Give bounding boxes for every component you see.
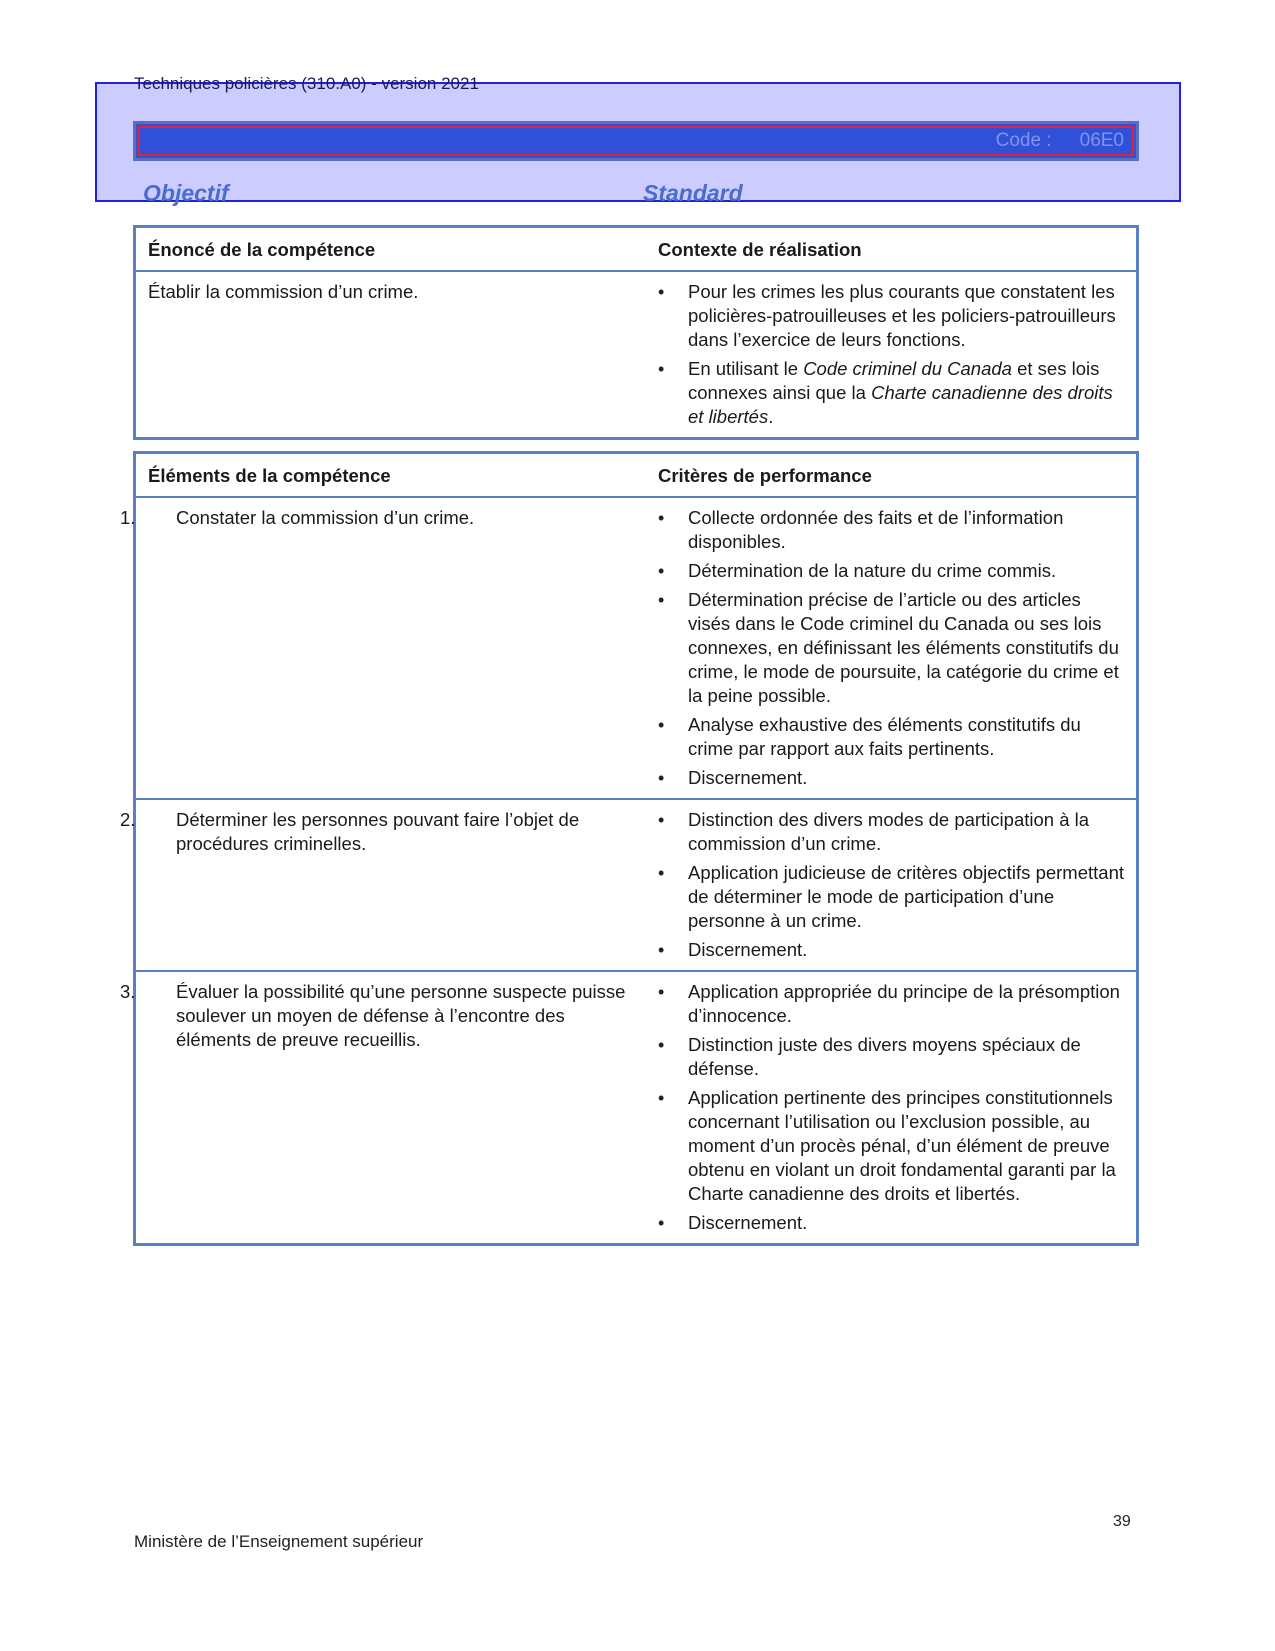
list-item: • Application appropriée du principe de la présomption d’innocence.	[658, 980, 1126, 1028]
criteres-header: Critères de performance	[658, 465, 872, 486]
list-item: • Détermination précise de l’article ou des articles visés dans le Code criminel du Canada ou ses lois connexes, en définissant les éléments constitutifs du crime, le mode de poursuite, la catégorie du crime et la peine possible.	[658, 588, 1126, 708]
list-item: • En utilisant le Code criminel du Canada et ses lois connexes ainsi que la Charte canadienne des droits et libertés.	[658, 357, 1126, 429]
list-item: • Application judicieuse de critères objectifs permettant de déterminer le mode de participation d’une personne à un crime.	[658, 861, 1126, 933]
element-cell	[120, 971, 649, 1245]
code-bar	[133, 121, 1139, 161]
element-item: 1. Constater la commission d’un crime.	[120, 507, 475, 528]
element-item: 3. Évaluer la possibilité qu’une personne suspecte puisse soulever un moyen de défense à l’encontre des éléments de preuve recueillis.	[120, 981, 626, 1050]
list-item: • Analyse exhaustive des éléments constitutifs du crime par rapport aux faits pertinents.	[658, 713, 1126, 761]
criteria-list	[658, 808, 1126, 962]
code-label-text: Code :	[995, 130, 1052, 151]
code-label	[996, 130, 1124, 152]
contexte-list	[658, 280, 1126, 429]
table-row	[135, 799, 1138, 971]
enonce-row	[135, 271, 1138, 439]
list-item: • Discernement.	[658, 1211, 1126, 1235]
footer-ministry: Ministère de l’Enseignement supérieur	[134, 1532, 424, 1551]
criteria-list	[658, 506, 1126, 790]
competence-statement: Établir la commission d’un crime.	[135, 271, 649, 439]
document-title: Techniques policières (310.A0) - version 2021	[134, 74, 479, 93]
code-bar-frame	[138, 126, 1134, 156]
element-item: 2. Déterminer les personnes pouvant faire l’objet de procédures criminelles.	[120, 809, 580, 854]
list-item: • Détermination de la nature du crime commis.	[658, 559, 1126, 583]
elements-table	[120, 451, 1139, 1246]
criteria-cell	[648, 799, 1138, 971]
criteria-cell	[648, 497, 1138, 799]
criteria-cell	[648, 971, 1138, 1245]
elements-header: Éléments de la compétence	[148, 465, 391, 486]
section-standard: Standard	[643, 180, 743, 206]
section-objectif: Objectif	[143, 180, 229, 206]
enonce-header: Énoncé de la compétence	[148, 239, 376, 260]
contexte-header: Contexte de réalisation	[658, 239, 862, 260]
list-item: • Discernement.	[658, 766, 1126, 790]
element-cell	[120, 799, 649, 971]
contexte-cell	[648, 271, 1138, 439]
enonce-table	[133, 225, 1139, 440]
list-item: • Discernement.	[658, 938, 1126, 962]
criteria-list	[658, 980, 1126, 1235]
table-row	[135, 971, 1138, 1245]
code-value: 06E0	[1079, 130, 1124, 151]
list-item: • Collecte ordonnée des faits et de l’information disponibles.	[658, 506, 1126, 554]
enonce-header-row	[135, 227, 1138, 272]
list-item: • Pour les crimes les plus courants que constatent les policières-patrouilleuses et les policiers-patrouilleurs dans l’exercice de leurs fonctions.	[658, 280, 1126, 352]
element-cell	[120, 497, 649, 799]
list-item: • Distinction juste des divers moyens spéciaux de défense.	[658, 1033, 1126, 1081]
elements-header-row	[135, 453, 1138, 498]
list-item: • Application pertinente des principes constitutionnels concernant l’utilisation ou l’exclusion possible, au moment d’un procès pénal, d’un élément de preuve obtenu en violant un droit fondamental garanti par la Charte canadienne des droits et libertés.	[658, 1086, 1126, 1206]
list-item: • Distinction des divers modes de participation à la commission d’un crime.	[658, 808, 1126, 856]
page-number: 39	[1113, 1513, 1131, 1530]
table-row	[135, 497, 1138, 799]
